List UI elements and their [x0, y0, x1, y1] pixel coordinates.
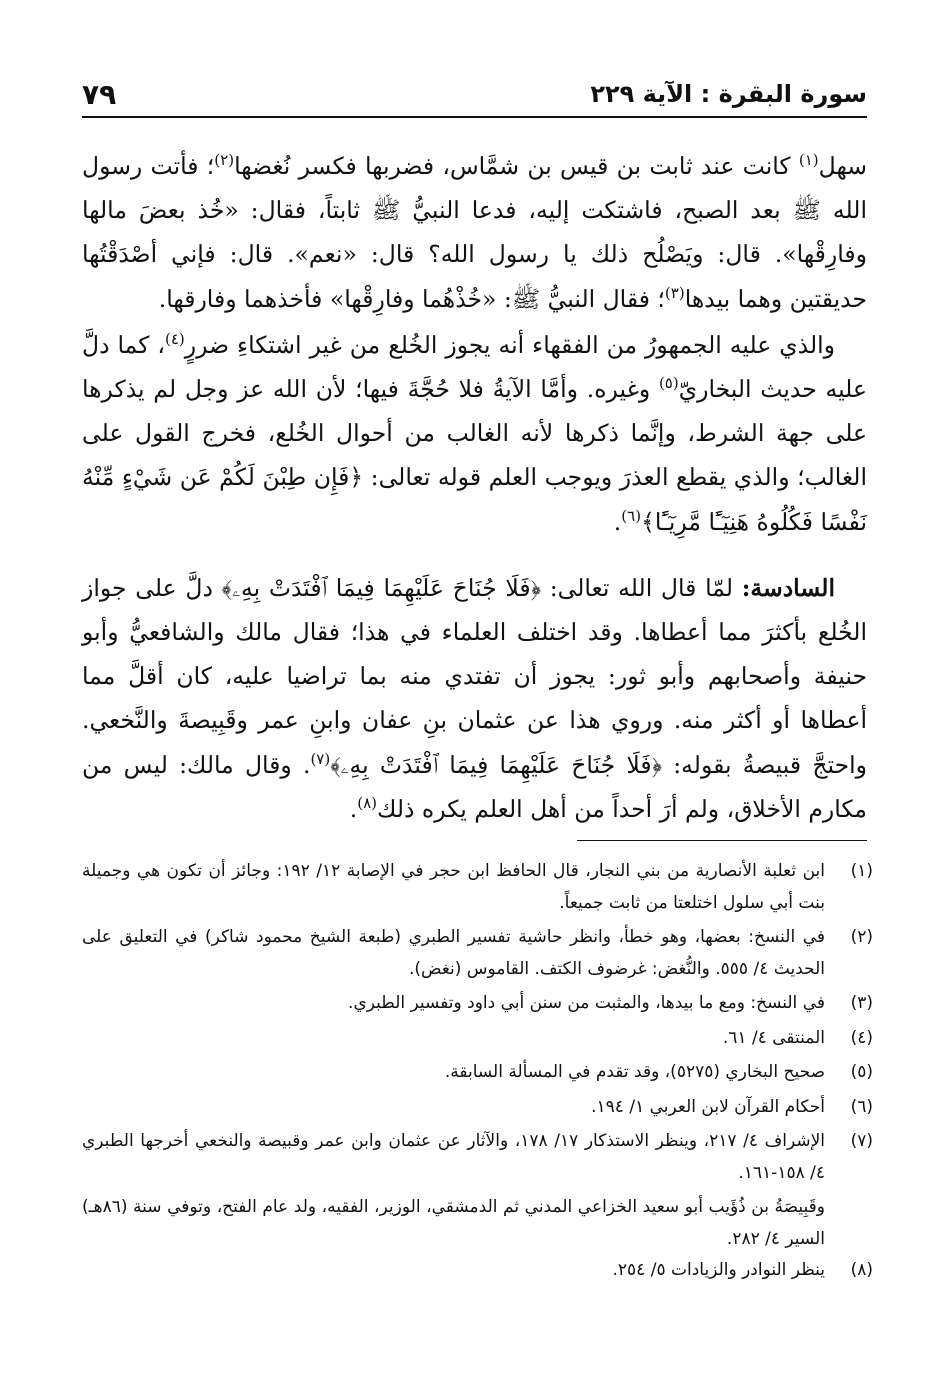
text-run: ؛ فأتت رسول الله ﷺ بعد الصبح، فاشتكت إليه، فدعا النبيُّ ﷺ ثابتاً، فقال: «خُذ بعضَ مالها وفارِقْها». قال: ويَصْلُح ذلك يا رسول الله؟ قال: «نعم». قال: فإني أصْدَقْتُها حديقتين وهما بيدها	[82, 152, 867, 313]
footnote-separator	[577, 840, 867, 841]
footnote-text: في النسخ: بعضها، وهو خطأ، وانظر حاشية تفسير الطبري (طبعة الشيخ محمود شاكر) في التعليق على الحديث ٤/ ٥٥٥. والنُّغض: غرضوف الكتف. القاموس (نغض).	[82, 927, 825, 979]
footnote-text: ابن ثعلبة الأنصارية من بني النجار، قال الحافظ ابن حجر في الإصابة ١٢/ ١٩٢: وجائز أن تكون هي وجميلة بنت أبي سلول اختلعتا من ثابت جميعاً.	[82, 861, 825, 913]
text-run: . وقال مالك: ليس من مكارم الأخلاق، ولم أرَ أحداً من أهل العلم يكره ذلك	[82, 750, 867, 823]
main-text	[82, 144, 867, 831]
section-heading: السادسة:	[741, 573, 835, 602]
footnote-text: أحكام القرآن لابن العربي ١/ ١٩٤.	[591, 1096, 825, 1117]
footnote	[82, 1126, 873, 1189]
footnote-reference: (٢)	[214, 151, 235, 170]
footnote-reference: (١)	[798, 151, 819, 170]
page-header	[82, 72, 867, 118]
footnote-continuation: وقَبِيصَةُ بن ذُؤَيب أبو سعيد الخزاعي المدني ثم الدمشقي، الوزير، الفقيه، ولد عام الفتح، وتوفي سنة (٨٦هـ) السير ٤/ ٢٨٢.	[82, 1197, 825, 1249]
text-run: والذي عليه الجمهورُ من الفقهاء أنه يجوز الخُلع من غير اشتكاءِ ضررٍ	[184, 330, 836, 359]
footnote-number: (٣)	[850, 993, 873, 1013]
footnote-number: (٨)	[850, 1260, 873, 1280]
footnote-reference: (٤)	[165, 329, 185, 348]
footnote	[82, 1255, 873, 1287]
footnote-number: (٧)	[850, 1131, 873, 1151]
footnote-reference: (٣)	[664, 283, 685, 302]
footnote	[82, 988, 873, 1020]
text-run: .	[349, 794, 358, 823]
footnote-text: المنتقى ٤/ ٦١.	[722, 1027, 825, 1048]
text-run: لمّا قال الله تعالى: ﴿فَلَا جُنَاحَ عَلَيْهِمَا فِيمَا ٱفْتَدَتْ بِهِۦ﴾ دلَّ على جواز الخُلع بأكثرَ مما أعطاها. وقد اختلف العلماء في هذا؛ فقال مالك والشافعيُّ وأبو حنيفة وأصحابهم وأبو ثور: يجوز أن تفتدي منه بما تراضيا عليه، كان أقلَّ مما أعطاها أو أكثر منه. وروي هذا عن عثمان بنِ عفان وابنِ عمر وقَبِيصةَ والنَّخعي. واحتجَّ قبيصةُ بقوله: ﴿فَلَا جُنَاحَ عَلَيْهِمَا فِيمَا ٱفْتَدَتْ بِهِۦ﴾	[82, 573, 867, 779]
footnote	[82, 1057, 873, 1089]
footnote	[82, 1092, 873, 1124]
footnote-number: (٢)	[850, 927, 873, 947]
footnote-reference: (٦)	[621, 506, 642, 525]
footnote-reference: (٥)	[658, 374, 679, 393]
text-run: ، كما دلَّ عليه حديث البخاريّ	[82, 330, 867, 404]
footnote-text: في النسخ: ومع ما بيدها، والمثبت من سنن أبي داود وتفسير الطبري.	[348, 993, 825, 1013]
footnote-number: (٥)	[850, 1062, 873, 1082]
body-paragraph	[82, 566, 867, 831]
text-run: كانت عند ثابت بن قيس بن شمَّاس، فضربها فكسر نُغضها	[234, 152, 799, 180]
footnotes	[82, 856, 873, 1290]
footnote-number: (٦)	[850, 1096, 873, 1117]
text-run: ؛ فقال النبيُّ ﷺ: «خُذْهُما وفارِقْها» فأخذهما وفارقها.	[158, 284, 665, 313]
sura-title: سورة البقرة : الآية ٢٢٩	[590, 80, 867, 108]
text-run: سهل	[818, 152, 867, 180]
footnote-reference: (٨)	[357, 794, 378, 813]
text-run: وغيره. وأمَّا الآيةُ فلا حُجَّةَ فيها؛ لأن الله عز وجل لم يذكرها على جهة الشرط، وإنَّما ذكرها لأنه الغالب من أحوال الخُلع، فخرج القول على الغالب؛ والذي يقطع العذرَ ويوجب العلم قوله تعالى: ﴿فَإِن طِبْنَ لَكُمْ عَن شَيْءٍ مِّنْهُ نَفْسًا فَكُلُوهُ هَنِيٓـًٔا مَّرِيٓـًٔا﴾	[82, 375, 867, 536]
footnote-text: ينظر النوادر والزيادات ٥/ ٢٥٤.	[612, 1260, 825, 1280]
footnote	[82, 1023, 873, 1055]
body-paragraph	[82, 144, 867, 321]
page-number: ٧٩	[82, 77, 117, 111]
footnote-number: (٤)	[850, 1027, 873, 1048]
footnote	[82, 856, 873, 919]
footnote-text: صحيح البخاري (٥٢٧٥)، وقد تقدم في المسألة السابقة.	[444, 1062, 825, 1082]
footnote	[82, 922, 873, 985]
footnote-reference: (٧)	[310, 749, 331, 768]
footnote-number: (١)	[850, 861, 873, 881]
footnote-text: الإشراف ٤/ ٢١٧، وينظر الاستذكار ١٧/ ١٧٨، والآثار عن عثمان وابن عمر وقبيصة والنخعي أخرجها الطبري ٤/ ١٥٨-١٦١.	[82, 1131, 825, 1183]
text-run: .	[613, 507, 622, 536]
body-paragraph	[82, 323, 867, 544]
